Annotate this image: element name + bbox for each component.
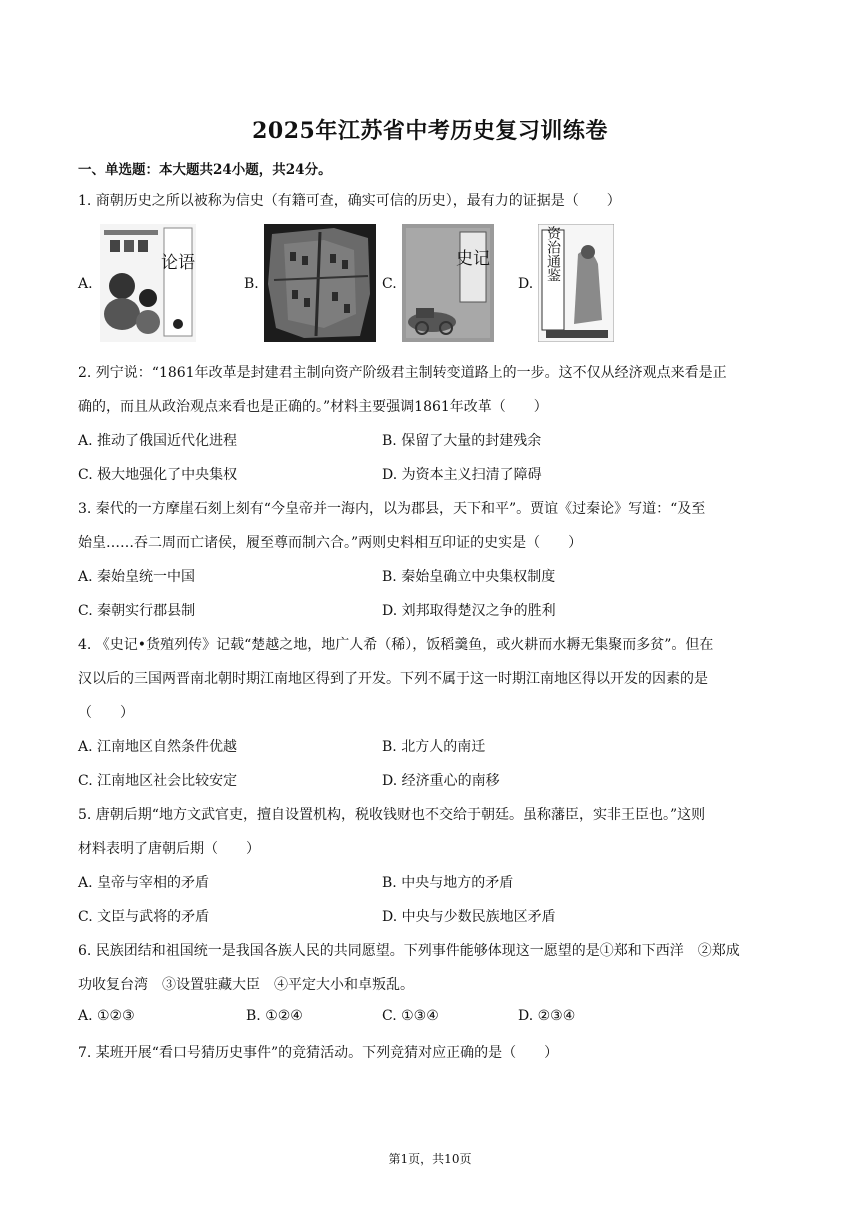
q2-option-d: D. 为资本主义扫清了障碍 [382,467,542,483]
question-4-text-1: 4. 《史记•货殖列传》记载“楚越之地，地广人希（稀），饭稻羹鱼，或火耕而水耨无集聚而多贫”。但在 [78,637,714,653]
question-3-text-1: 3. 秦代的一方摩崖石刻上刻有“今皇帝并一海内，以为郡县，天下和平”。贾谊《过秦论》写道：“及至 [78,501,706,517]
q5-option-d: D. 中央与少数民族地区矛盾 [382,909,556,925]
q1-option-a-label: A. [78,276,93,292]
page-title: 2025年江苏省中考历史复习训练卷 [252,118,608,144]
q5-option-c: C. 文臣与武将的矛盾 [78,909,210,925]
q2-option-a: A. 推动了俄国近代化进程 [78,433,238,449]
q1-option-d-label: D. [518,276,534,292]
question-5-text-1: 5. 唐朝后期“地方文武官吏，擅自设置机构，税收钱财也不交给于朝廷。虽称藩臣，实非王臣也。”这则 [78,807,706,823]
q6-option-c: C. ①③④ [382,1008,439,1024]
question-4-text-3: （ ） [78,705,134,721]
shiji-title-text: 史记 [456,249,490,269]
lunyu-title-char-1: 论语 [161,253,195,273]
q4-option-d: D. 经济重心的南移 [382,773,500,789]
section-heading: 一、单选题：本大题共24小题，共24分。 [78,162,332,178]
q3-option-d: D. 刘邦取得楚汉之争的胜利 [382,603,556,619]
q2-option-c: C. 极大地强化了中央集权 [78,467,238,483]
page-footer: 第1页，共10页 [388,1152,472,1166]
question-5-text-2: 材料表明了唐朝后期（ ） [78,841,260,857]
question-3-text-2: 始皇……吞二周而亡诸侯，履至尊而制六合。”两则史料相互印证的史实是（ ） [78,535,583,551]
question-2-text-1: 2. 列宁说：“1861年改革是封建君主制向资产阶级君主制转变道路上的一步。这不仅从经济观点来看是正 [78,365,727,381]
q5-option-a: A. 皇帝与宰相的矛盾 [78,875,210,891]
question-2-text-2: 确的，而且从政治观点来看也是正确的。”材料主要强调1861年改革（ ） [78,399,548,415]
lunyu-book-cover-image [100,224,196,342]
q3-option-a: A. 秦始皇统一中国 [78,569,196,585]
q4-option-b: B. 北方人的南迁 [382,739,486,755]
q4-option-a: A. 江南地区自然条件优越 [78,739,238,755]
q3-option-c: C. 秦朝实行郡县制 [78,603,196,619]
q5-option-b: B. 中央与地方的矛盾 [382,875,514,891]
shiji-book-cover-image [402,224,494,342]
question-7-text: 7. 某班开展“看口号猜历史事件”的竞猜活动。下列竞猜对应正确的是（ ） [78,1045,559,1061]
zizhi-tongjian-book-cover-image [538,224,614,342]
question-6-text-1: 6. 民族团结和祖国统一是我国各族人民的共同愿望。下列事件能够体现这一愿望的是①郑和下西洋 ②郑成 [78,943,740,959]
q3-option-b: B. 秦始皇确立中央集权制度 [382,569,556,585]
question-4-text-2: 汉以后的三国两晋南北朝时期江南地区得到了开发。下列不属于这一时期江南地区得以开发的因素的是 [78,671,708,687]
q6-option-a: A. ①②③ [78,1008,135,1024]
q6-option-b: B. ①②④ [246,1008,303,1024]
question-6-text-2: 功收复台湾 ③设置驻藏大臣 ④平定大小和卓叛乱。 [78,977,414,993]
q6-option-d: D. ②③④ [518,1008,576,1024]
q2-option-b: B. 保留了大量的封建残余 [382,433,542,449]
q1-option-b-label: B. [244,276,259,292]
oracle-bone-image [264,224,376,342]
zizhi-title-text: 资治通鉴 [545,226,561,282]
q4-option-c: C. 江南地区社会比较安定 [78,773,238,789]
question-1-text: 1. 商朝历史之所以被称为信史（有籍可查，确实可信的历史），最有力的证据是（ ） [78,193,621,209]
q1-option-c-label: C. [382,276,397,292]
